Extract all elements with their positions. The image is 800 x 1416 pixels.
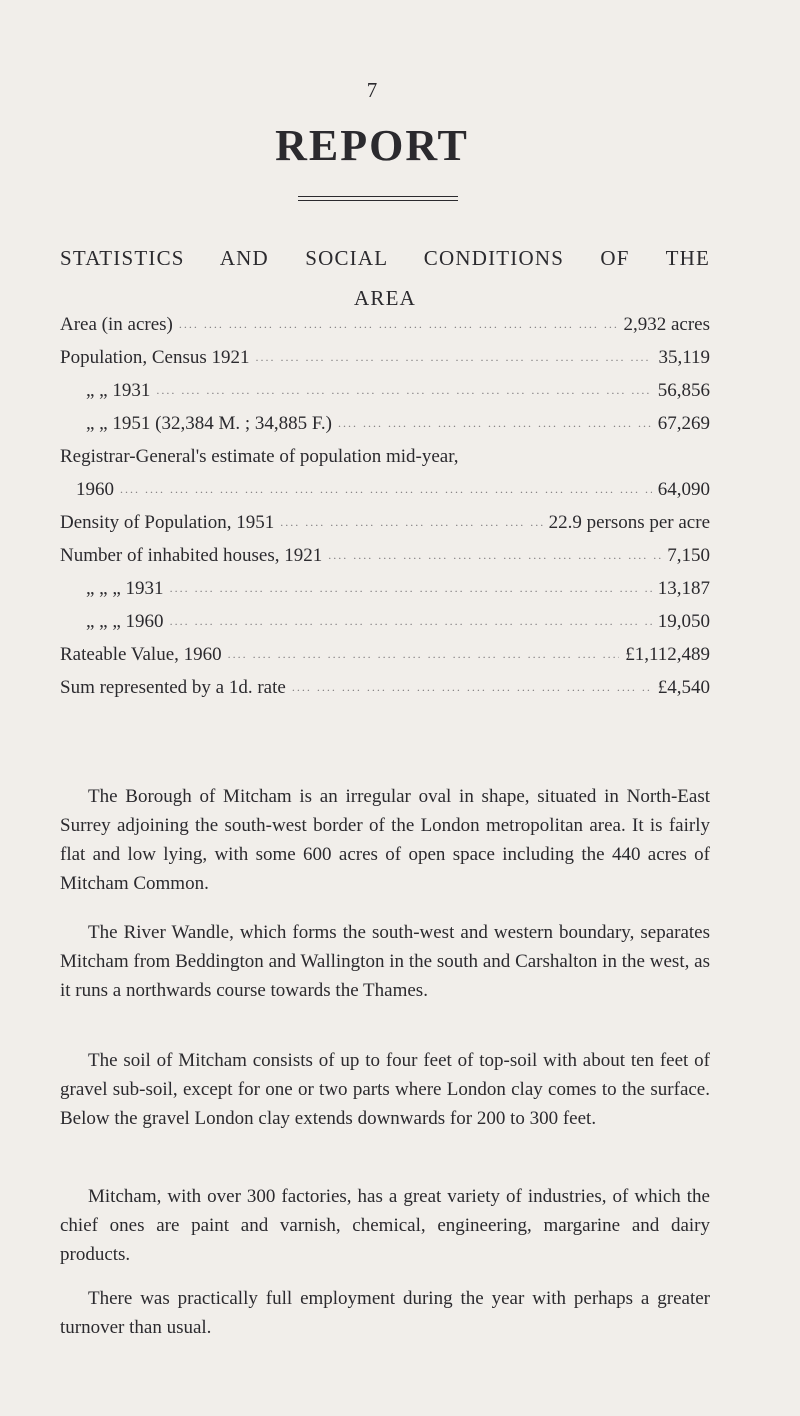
paragraph-borough-description: The Borough of Mitcham is an irregular oval in shape, situated in North-East Surrey adjoining the south-west border of the London metropolitan area. It is fairly flat and low lying, with some 600 acres of open space including the 440 acres of Mitcham Common.: [60, 786, 710, 894]
stat-label: 1960: [76, 479, 114, 500]
section-heading: [60, 238, 710, 318]
stat-value: 13,187: [657, 578, 710, 599]
stat-label: Area (in acres): [60, 314, 173, 335]
leader-dots: [228, 638, 620, 671]
report-title: REPORT: [275, 121, 469, 170]
stat-label: „ „ „ 1931: [86, 578, 164, 599]
stat-value: 22.9 persons per acre: [548, 512, 710, 533]
stat-label: Number of inhabited houses, 1921: [60, 545, 323, 566]
stat-value: £4,540: [657, 677, 710, 698]
leader-dots: [292, 671, 652, 704]
stat-value: 67,269: [657, 413, 710, 434]
stat-value: 35,119: [658, 347, 710, 368]
stat-label: „ „ 1931: [86, 380, 151, 401]
leader-dots: [328, 539, 661, 572]
paragraph-river-wandle: The River Wandle, which forms the south-west and western boundary, separates Mitcham from Beddington and Wallington in the south and Carshalton in the west, as it runs a northwards course towards the Thames.: [60, 922, 710, 1001]
stat-row-houses-1931: [60, 572, 710, 605]
stat-row-houses-1921: [60, 539, 710, 572]
stat-value: 56,856: [657, 380, 710, 401]
paragraph-industries: Mitcham, with over 300 factories, has a great variety of industries, of which the chief ones are paint and varnish, chemical, engineering, margarine and dairy products.: [60, 1186, 710, 1265]
stat-label: Registrar-General's estimate of population mid-year,: [60, 446, 459, 467]
stat-row-penny-rate: [60, 671, 710, 704]
leader-dots: [156, 374, 651, 407]
stat-row-houses-1960: [60, 605, 710, 638]
leader-dots: [120, 473, 652, 506]
leader-dots: [280, 506, 542, 539]
stat-row-area: [60, 308, 710, 341]
stat-label: „ „ „ 1960: [86, 611, 164, 632]
leader-dots: [170, 572, 652, 605]
stat-row-density: [60, 506, 710, 539]
stat-row-population-1931: [60, 374, 710, 407]
stat-value: 7,150: [667, 545, 710, 566]
stat-label: Population, Census 1921: [60, 347, 250, 368]
stat-label: Rateable Value, 1960: [60, 644, 222, 665]
stat-row-population-1921: [60, 341, 710, 374]
leader-dots: [179, 308, 618, 341]
paragraph-employment: There was practically full employment during the year with perhaps a greater turnover than usual.: [60, 1288, 710, 1338]
title-rule-top: [298, 196, 458, 197]
title-rule-bottom: [298, 200, 458, 201]
paragraph-soil: The soil of Mitcham consists of up to four feet of top-soil with about ten feet of gravel sub-soil, except for one or two parts where London clay comes to the surface. Below the gravel London clay extends downwards for 200 to 300 feet.: [60, 1050, 710, 1129]
section-heading-line-2: AREA: [354, 286, 416, 310]
page-number: 7: [366, 78, 378, 102]
stat-value: 64,090: [657, 479, 710, 500]
stat-row-estimate-label: [60, 440, 710, 473]
leader-dots: [338, 407, 652, 440]
stat-value: 19,050: [657, 611, 710, 632]
leader-dots: [255, 341, 652, 374]
stat-label: „ „ 1951 (32,384 M. ; 34,885 F.): [86, 413, 332, 434]
statistics-table: [60, 308, 710, 704]
stat-label: Density of Population, 1951: [60, 512, 275, 533]
stat-row-estimate-1960: [60, 473, 710, 506]
leader-dots: [170, 605, 652, 638]
stat-value: £1,112,489: [625, 644, 710, 665]
stat-row-rateable-value: [60, 638, 710, 671]
stat-value: 2,932 acres: [623, 314, 710, 335]
stat-label: Sum represented by a 1d. rate: [60, 677, 286, 698]
section-heading-line-1: STATISTICS AND SOCIAL CONDITIONS OF THE: [60, 246, 710, 270]
stat-row-population-1951: [60, 407, 710, 440]
